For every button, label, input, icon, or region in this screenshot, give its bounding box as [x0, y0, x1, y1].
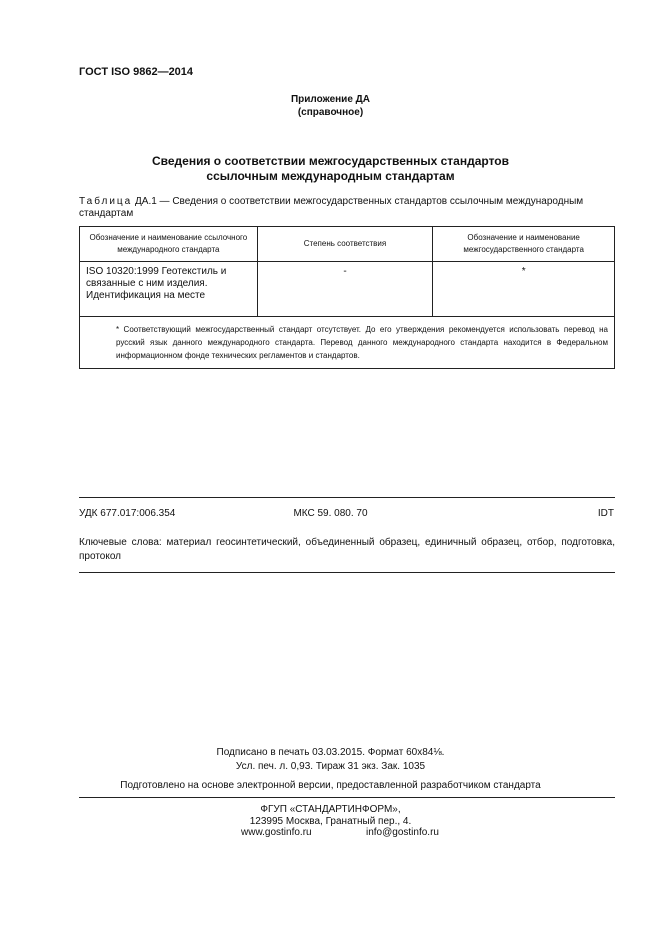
correspondence-table: [79, 226, 615, 369]
annex-title: Приложение ДА: [290, 94, 371, 105]
table-cell: -: [257, 262, 433, 317]
publisher-name: ФГУП «СТАНДАРТИНФОРМ»,: [260, 804, 401, 815]
table-header-cell: Обозначение и наименование межгосударственного стандарта: [433, 227, 615, 262]
table-row: [80, 262, 615, 317]
mks-code: МКС 59. 080. 70: [293, 508, 368, 519]
table-cell: *: [433, 262, 615, 317]
divider: [79, 572, 615, 573]
table-caption-prefix: Таблица: [79, 196, 133, 207]
divider: [79, 497, 615, 498]
annex-heading: [0, 93, 661, 119]
annex-subtitle: (справочное): [297, 107, 364, 118]
table-cell: ISO 10320:1999 Геотекстиль и связанные с ним изделия. Идентификация на месте: [80, 262, 258, 317]
table-footnote: * Соответствующий межгосударственный стандарт отсутствует. До его утверждения рекомендуется использовать перевод на русский язык данного международного стандарта. Перевод данного международного стандарта находится в Федеральном информационном фонде технических регламентов и стандартов.: [116, 325, 608, 360]
keywords: Ключевые слова: материал геосинтетический, объединенный образец, единичный образец, отбор, подготовка, протокол: [79, 537, 615, 562]
document-header: ГОСТ ISO 9862—2014: [79, 66, 194, 78]
idt-label: IDT: [597, 508, 614, 519]
publisher-email[interactable]: info@gostinfo.ru: [366, 827, 439, 838]
table-caption: [79, 196, 615, 220]
table-header-cell: Обозначение и наименование ссылочного международного стандарта: [80, 227, 258, 262]
publisher-address: 123995 Москва, Гранатный пер., 4.: [249, 816, 412, 827]
udk-code: УДК 677.017:006.354: [79, 508, 176, 519]
imprint-prepared: Подготовлено на основе электронной версии, предоставленной разработчиком стандарта: [120, 780, 541, 791]
section-title-line-2: ссылочным международным стандартам: [206, 169, 455, 183]
table-caption-text: ДА.1 — Сведения о соответствии межгосударственных стандартов ссылочным международным стандартам: [79, 196, 584, 219]
imprint-signed: Подписано в печать 03.03.2015. Формат 60x84⅛.: [216, 747, 445, 758]
publisher-website[interactable]: www.gostinfo.ru: [241, 827, 312, 838]
table-header-row: [80, 227, 615, 262]
table-note-row: [80, 317, 615, 369]
divider: [79, 797, 615, 798]
section-title-line-1: Сведения о соответствии межгосударственных стандартов: [152, 154, 509, 168]
section-title: [0, 154, 661, 184]
imprint-print-details: Усл. печ. л. 0,93. Тираж 31 экз. Зак. 1035: [235, 761, 426, 772]
table-header-cell: Степень соответствия: [257, 227, 433, 262]
